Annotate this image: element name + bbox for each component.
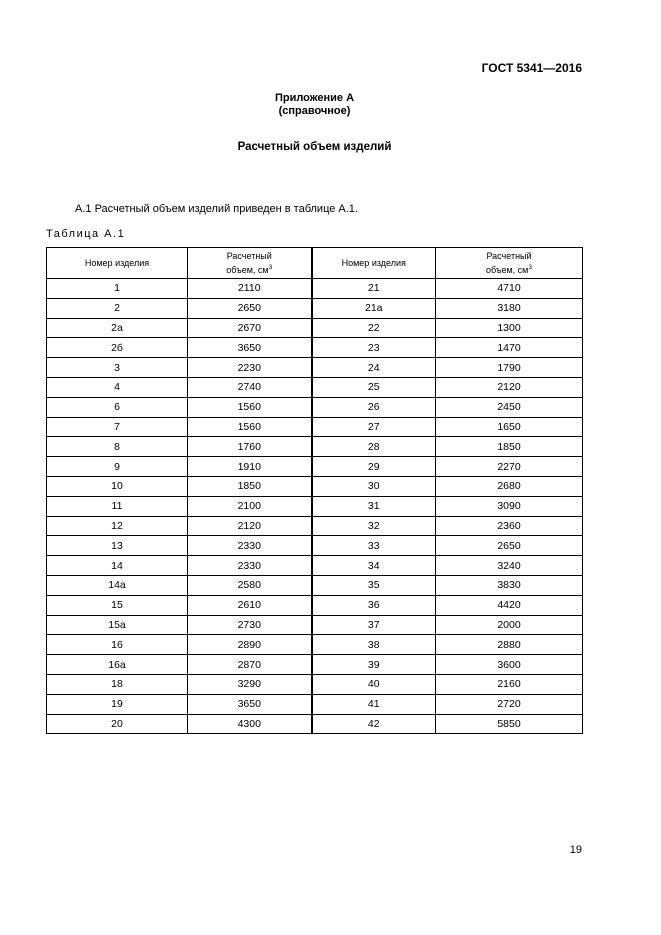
cell-item-number: 8 [47,437,188,457]
table-row [47,437,583,457]
volume-table [46,247,583,734]
cell-volume-2: 1470 [436,338,583,358]
cell-volume: 2120 [188,516,312,536]
cell-item-number: 2а [47,318,188,338]
cell-item-number-2: 42 [312,714,436,734]
cell-volume: 4300 [188,714,312,734]
cell-item-number: 14 [47,556,188,576]
cell-volume-2: 1300 [436,318,583,338]
header-volume-unit-exponent: 3 [268,263,273,271]
table-row [47,575,583,595]
table-row [47,457,583,477]
cell-item-number: 9 [47,457,188,477]
table-row [47,655,583,675]
header-volume-line1: Расчетный [226,250,272,261]
cell-volume-2: 5850 [436,714,583,734]
table-row [47,496,583,516]
cell-item-number: 16 [47,635,188,655]
cell-volume: 2730 [188,615,312,635]
cell-item-number-2: 21а [312,298,436,318]
table-row [47,674,583,694]
table-row [47,338,583,358]
table-row [47,318,583,338]
cell-volume: 1560 [188,397,312,417]
cell-volume-2: 2650 [436,536,583,556]
cell-volume-2: 2450 [436,397,583,417]
header-volume-2 [436,248,583,279]
cell-volume-2: 2120 [436,377,583,397]
appendix-status: (справочное) [278,105,351,117]
table-row [47,417,583,437]
cell-item-number: 16а [47,655,188,675]
cell-volume: 2670 [188,318,312,338]
table-row [47,615,583,635]
cell-item-number: 13 [47,536,188,556]
page-number: 19 [569,844,582,856]
cell-volume-2: 3240 [436,556,583,576]
cell-volume: 2230 [188,358,312,378]
cell-volume-2: 2160 [436,674,583,694]
standard-number: ГОСТ 5341—2016 [481,61,582,75]
cell-item-number-2: 25 [312,377,436,397]
cell-item-number: 3 [47,358,188,378]
cell-item-number: 12 [47,516,188,536]
cell-volume: 2100 [188,496,312,516]
table-header-row [47,248,583,279]
cell-item-number-2: 28 [312,437,436,457]
cell-item-number-2: 38 [312,635,436,655]
appendix-title: Приложение А [274,92,355,104]
header-item-number-2: Номер изделия [312,248,436,279]
cell-item-number-2: 23 [312,338,436,358]
cell-volume-2: 2000 [436,615,583,635]
header-volume-line1: Расчетный [486,250,532,261]
cell-volume: 2110 [188,279,312,299]
table-row [47,635,583,655]
header-item-number: Номер изделия [47,248,188,279]
cell-item-number-2: 35 [312,575,436,595]
cell-item-number-2: 39 [312,655,436,675]
cell-volume-2: 1650 [436,417,583,437]
table-row [47,476,583,496]
cell-volume: 2610 [188,595,312,615]
cell-item-number-2: 21 [312,279,436,299]
cell-volume-2: 2360 [436,516,583,536]
cell-item-number: 19 [47,694,188,714]
cell-volume-2: 3600 [436,655,583,675]
cell-volume: 2870 [188,655,312,675]
cell-item-number-2: 27 [312,417,436,437]
cell-item-number: 20 [47,714,188,734]
table-row [47,377,583,397]
cell-item-number: 18 [47,674,188,694]
cell-volume-2: 1850 [436,437,583,457]
table-row [47,279,583,299]
cell-item-number-2: 22 [312,318,436,338]
cell-volume-2: 2270 [436,457,583,477]
header-volume-unit-exponent: 3 [528,263,532,271]
cell-volume-2: 1790 [436,358,583,378]
cell-item-number: 2б [47,338,188,358]
cell-volume-2: 3090 [436,496,583,516]
cell-volume: 1850 [188,476,312,496]
cell-volume: 3650 [188,338,312,358]
cell-volume: 1560 [188,417,312,437]
header-volume [188,248,312,279]
cell-item-number: 2 [47,298,188,318]
cell-volume: 3290 [188,674,312,694]
cell-item-number-2: 30 [312,476,436,496]
cell-item-number: 4 [47,377,188,397]
cell-volume-2: 4420 [436,595,583,615]
cell-volume: 2330 [188,556,312,576]
cell-item-number-2: 31 [312,496,436,516]
cell-item-number: 6 [47,397,188,417]
table-row [47,536,583,556]
table-body [47,279,583,734]
table-row [47,516,583,536]
cell-volume-2: 2720 [436,694,583,714]
section-title: Расчетный объем изделий [237,141,392,153]
cell-item-number: 14а [47,575,188,595]
appendix-header [0,92,629,118]
cell-item-number: 1 [47,279,188,299]
cell-volume-2: 4710 [436,279,583,299]
table-caption: Таблица А.1 [46,228,126,240]
cell-volume: 2890 [188,635,312,655]
cell-item-number: 11 [47,496,188,516]
intro-paragraph: А.1 Расчетный объем изделий приведен в таблице А.1. [75,203,358,215]
cell-item-number-2: 37 [312,615,436,635]
cell-item-number-2: 36 [312,595,436,615]
cell-volume-2: 3180 [436,298,583,318]
cell-volume-2: 2880 [436,635,583,655]
cell-item-number: 15а [47,615,188,635]
cell-volume-2: 2680 [436,476,583,496]
cell-item-number-2: 26 [312,397,436,417]
cell-volume: 3650 [188,694,312,714]
table-row [47,694,583,714]
cell-item-number: 15 [47,595,188,615]
header-volume-line2: объем, см [486,264,529,275]
cell-volume: 1910 [188,457,312,477]
cell-volume: 2650 [188,298,312,318]
table-row [47,556,583,576]
cell-item-number-2: 32 [312,516,436,536]
cell-item-number-2: 24 [312,358,436,378]
cell-volume: 2580 [188,575,312,595]
table-row [47,714,583,734]
table-row [47,595,583,615]
cell-item-number-2: 40 [312,674,436,694]
table-row [47,397,583,417]
cell-item-number-2: 29 [312,457,436,477]
cell-volume: 2740 [188,377,312,397]
cell-item-number-2: 41 [312,694,436,714]
cell-item-number: 7 [47,417,188,437]
cell-volume-2: 3830 [436,575,583,595]
cell-item-number-2: 33 [312,536,436,556]
table-row [47,298,583,318]
cell-item-number-2: 34 [312,556,436,576]
header-volume-line2: объем, см [226,264,269,275]
cell-volume: 1760 [188,437,312,457]
table-row [47,358,583,378]
cell-item-number: 10 [47,476,188,496]
cell-volume: 2330 [188,536,312,556]
